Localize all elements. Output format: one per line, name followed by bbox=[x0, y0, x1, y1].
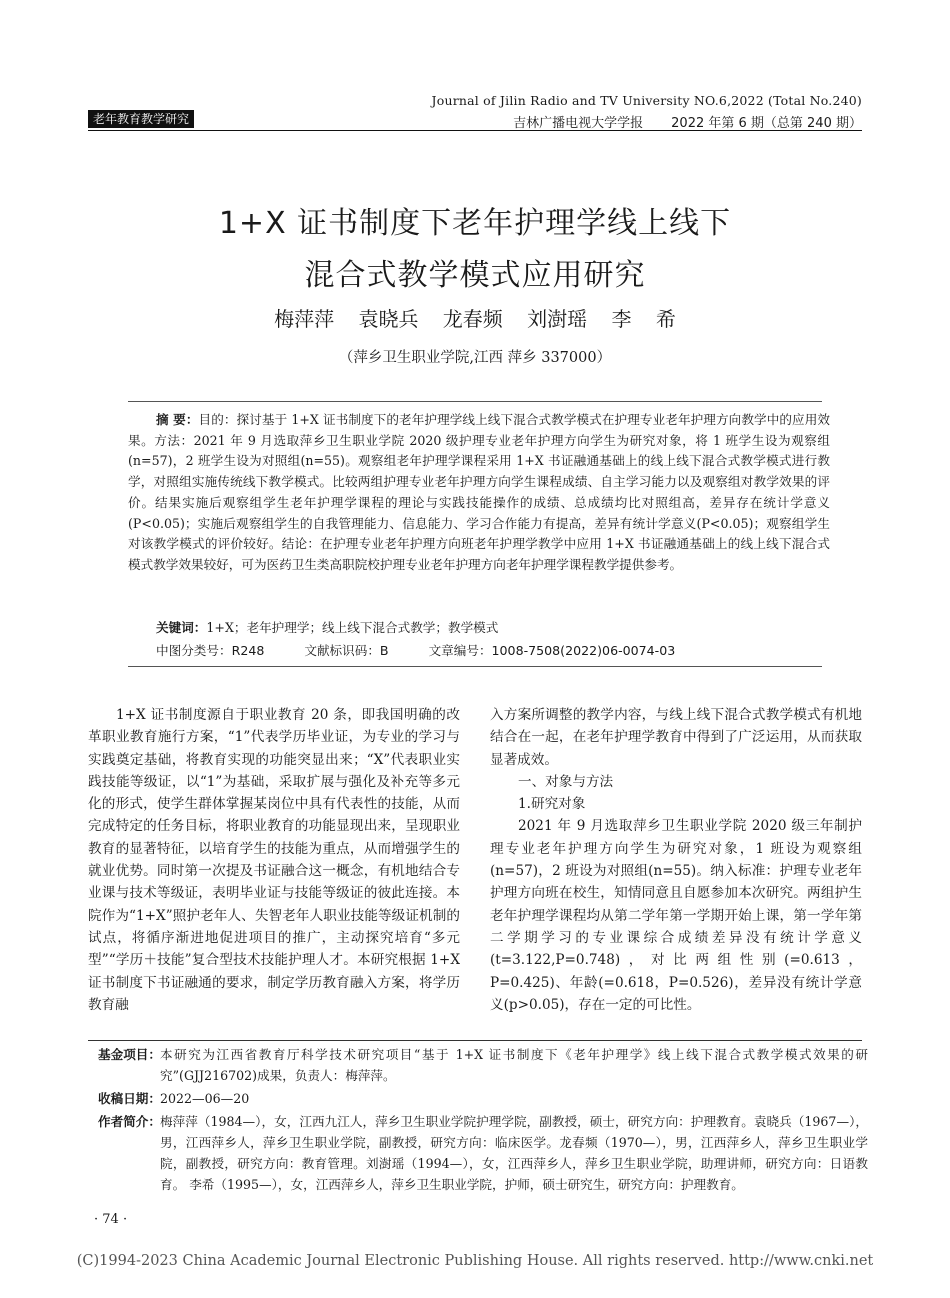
keywords bbox=[156, 617, 498, 636]
author-bio-label: 作者简介： bbox=[98, 1114, 161, 1129]
funding-label: 基金项目： bbox=[98, 1047, 161, 1062]
footnote-funding bbox=[98, 1044, 868, 1086]
section-heading: 一、对象与方法 bbox=[518, 773, 614, 790]
received-date-text: 2022—06—20 bbox=[160, 1091, 250, 1106]
abstract-label: 摘 要： bbox=[156, 412, 199, 427]
footnote-author-bio bbox=[98, 1111, 868, 1195]
footnote-received-date bbox=[98, 1088, 868, 1109]
keywords-text: 1+X；老年护理学；线上线下混合式教学；教学模式 bbox=[206, 620, 499, 635]
page-number: · 74 · bbox=[94, 1212, 128, 1227]
journal-title-cn: 吉林广播电视大学学报 bbox=[513, 116, 644, 131]
body-paragraph: 1+X 证书制度源自于职业教育 20 条，即我国明确的改革职业教育施行方案，“1”代表学历毕业证，为专业的学习与实践奠定基础，将教育实现的功能突显出来；“X”代表职业实践技能等级证，以“1”为基础，采取扩展与强化及补充等多元化的形式，使学生群体掌握某岗位中具有代表性的技能，从而完成特定的任务目标，将职业教育的功能显现出来，呈现职业教育的显著特征，以培育学生的技能为重点，从而增强学生的就业优势。同时第一次提及书证融合这一概念，有机地结合专业课与技术等级证，表明毕业证与技能等级证的彼此连接。本院作为“1+X”照护老年人、失智老年人职业技能等级证机制的试点，将循序渐进地促进项目的推广，主动探究培育“多元型”“学历＋技能”复合型技术技能护理人才。本研究根据 1+X 证书制度下书证融通的要求，制定学历教育融入方案，将学历教育融 bbox=[88, 707, 460, 1013]
affiliation: （萍乡卫生职业学院,江西 萍乡 337000） bbox=[338, 350, 612, 366]
funding-text: 本研究为江西省教育厅科学技术研究项目“基于 1+X 证书制度下《老年护理学》线上线下混合式教学模式效果的研究”(GJJ216702)成果，负责人：梅萍萍。 bbox=[160, 1047, 868, 1083]
copyright-watermark: (C)1994-2023 China Academic Journal Electronic Publishing House. All rights reserved. http://www.cnki.net bbox=[76, 1253, 874, 1269]
clc-number: 中图分类号：R248 bbox=[156, 643, 265, 658]
abstract-top-rule bbox=[128, 401, 822, 402]
author-list: 梅萍萍 袁晓兵 龙春频 刘澍瑶 李 希 bbox=[274, 307, 676, 331]
article-title-line-2: 混合式教学模式应用研究 bbox=[304, 258, 646, 293]
journal-name-chinese bbox=[513, 112, 862, 131]
body-paragraph-continued: 入方案所调整的教学内容，与线上线下混合式教学模式有机地结合在一起，在老年护理学教育中得到了广泛运用，从而获取显著成效。 bbox=[490, 707, 862, 768]
body-column-left bbox=[88, 704, 460, 1016]
section-tag: 老年教育教学研究 bbox=[88, 110, 194, 128]
body-paragraph: 2021 年 9 月选取萍乡卫生职业学院 2020 级三年制护理专业老年护理方向学生为研究对象，1 班设为观察组(n=57)，2 班设为对照组(n=55)。纳入标准：护理专业老年护理方向班在校生，知情同意且自愿参加本次研究。两组护生老年护理学课程均从第二学年第一学期开始上课，第一学年第二学期学习的专业课综合成绩差异没有统计学意义(t=3.122,P=0.748)，对比两组性别(=0.613，P=0.425)、年龄(=0.618，P=0.526)，差异没有统计学意义(p>0.05)，存在一定的可比性。 bbox=[490, 818, 862, 1013]
keywords-label: 关键词： bbox=[156, 620, 207, 635]
subsection-heading: 1.研究对象 bbox=[518, 796, 586, 813]
abstract-bottom-rule bbox=[128, 666, 822, 667]
article-title-line-1: 1+X 证书制度下老年护理学线上线下 bbox=[218, 206, 732, 241]
journal-issue: 2022 年第 6 期（总第 240 期） bbox=[671, 116, 862, 131]
abstract-text: 目的：探讨基于 1+X 证书制度下的老年护理学线上线下混合式教学模式在护理专业老年护理方向教学中的应用效果。方法：2021 年 9 月选取萍乡卫生职业学院 2020 级护理专业老年护理方向学生为研究对象，将 1 班学生设为观察组(n=57)，2 班学生设为对照组(n=55)。观察组老年护理学课程采用 1+X 书证融通基础上的线上线下混合式教学模式进行教学，对照组实施传统线下教学模式。比较两组护理专业老年护理方向学生课程成绩、自主学习能力以及观察组对教学效果的评价。结果实施后观察组学生老年护理学课程的理论与实践技能操作的成绩、总成绩均比对照组高，差异存在统计学意义(P<0.05)；实施后观察组学生的自我管理能力、信息能力、学习合作能力有提高，差异有统计学意义(P<0.05)；观察组学生对该教学模式的评价较好。结论：在护理专业老年护理方向班老年护理学教学中应用 1+X 书证融通基础上的线上线下混合式模式教学效果较好，可为医药卫生类高职院校护理专业老年护理方向老年护理学课程教学提供参考。 bbox=[128, 412, 830, 572]
document-code: 文献标识码：B bbox=[304, 643, 389, 658]
author-bio-text: 梅萍萍（1984—），女，江西九江人，萍乡卫生职业学院护理学院，副教授，硕士，研究方向：护理教育。袁晓兵（1967—），男，江西萍乡人，萍乡卫生职业学院，副教授，研究方向：临床医学。龙春频（1970—），男，江西萍乡人，萍乡卫生职业学院，副教授，研究方向：教育管理。刘澍瑶（1994—），女，江西萍乡人，萍乡卫生职业学院，助理讲师，研究方向：日语教育。 李希（1995—），女，江西萍乡人，萍乡卫生职业学院，护师，硕士研究生，研究方向：护理教育。 bbox=[160, 1114, 868, 1192]
received-date-label: 收稿日期： bbox=[98, 1091, 161, 1106]
classification-line bbox=[156, 640, 715, 659]
header-rule bbox=[88, 130, 862, 131]
article-number: 文章编号：1008-7508(2022)06-0074-03 bbox=[428, 643, 676, 658]
footnote-rule bbox=[88, 1040, 862, 1041]
abstract bbox=[128, 410, 830, 576]
body-column-right bbox=[490, 704, 862, 1016]
journal-name-english: Journal of Jilin Radio and TV University NO.6,2022 (Total No.240) bbox=[431, 93, 862, 108]
